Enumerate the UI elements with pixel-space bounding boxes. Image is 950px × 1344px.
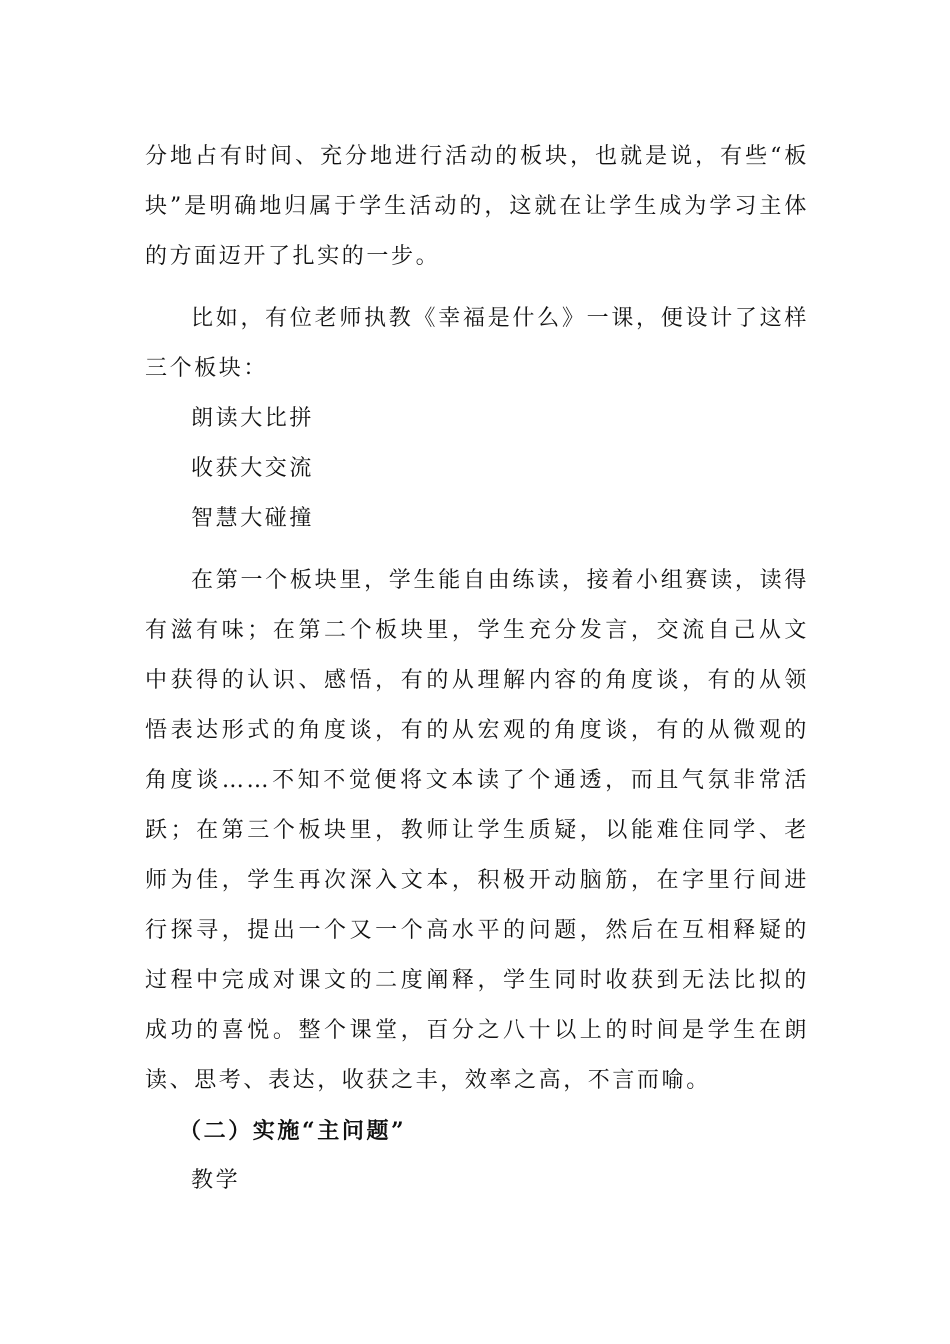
paragraph-example-intro: 比如，有位老师执教《幸福是什么》一课，便设计了这样三个板块： xyxy=(145,306,809,381)
paragraph-block-description: 在第一个板块里，学生能自由练读，接着小组赛读，读得有滋有味；在第二个板块里，学生充分发言，交流自己从文中获得的认识、感悟，有的从理解内容的角度谈，有的从领悟表达形式的角度谈，有的从宏观的角度谈，有的从微观的角度谈……不知不觉便将文本读了个通透，而且气氛非常活跃；在第三个板块里，教师让学生质疑，以能难住同学、老师为佳，学生再次深入文本，积极开动脑筋，在字里行间进行探寻，提出一个又一个高水平的问题，然后在互相释疑的过程中完成对课文的二度阐释，学生同时收获到无法比拟的成功的喜悦。整个课堂，百分之八十以上的时间是学生在朗读、思考、表达，收获之丰，效率之高，不言而喻。 xyxy=(145,568,809,1093)
paragraph-continuation: 分地占有时间、充分地进行活动的板块，也就是说，有些“板块”是明确地归属于学生活动的，这就在让学生成为学习主体的方面迈开了扎实的一步。 xyxy=(145,144,809,269)
block-item-exchange: 收获大交流 xyxy=(191,456,315,481)
section-heading: （二）实施“主问题” xyxy=(179,1118,407,1144)
block-item-wisdom: 智慧大碰撞 xyxy=(191,506,315,531)
document-body xyxy=(145,132,809,1206)
paragraph-teaching: 教学 xyxy=(191,1168,241,1193)
block-item-reading: 朗读大比拼 xyxy=(191,406,315,431)
